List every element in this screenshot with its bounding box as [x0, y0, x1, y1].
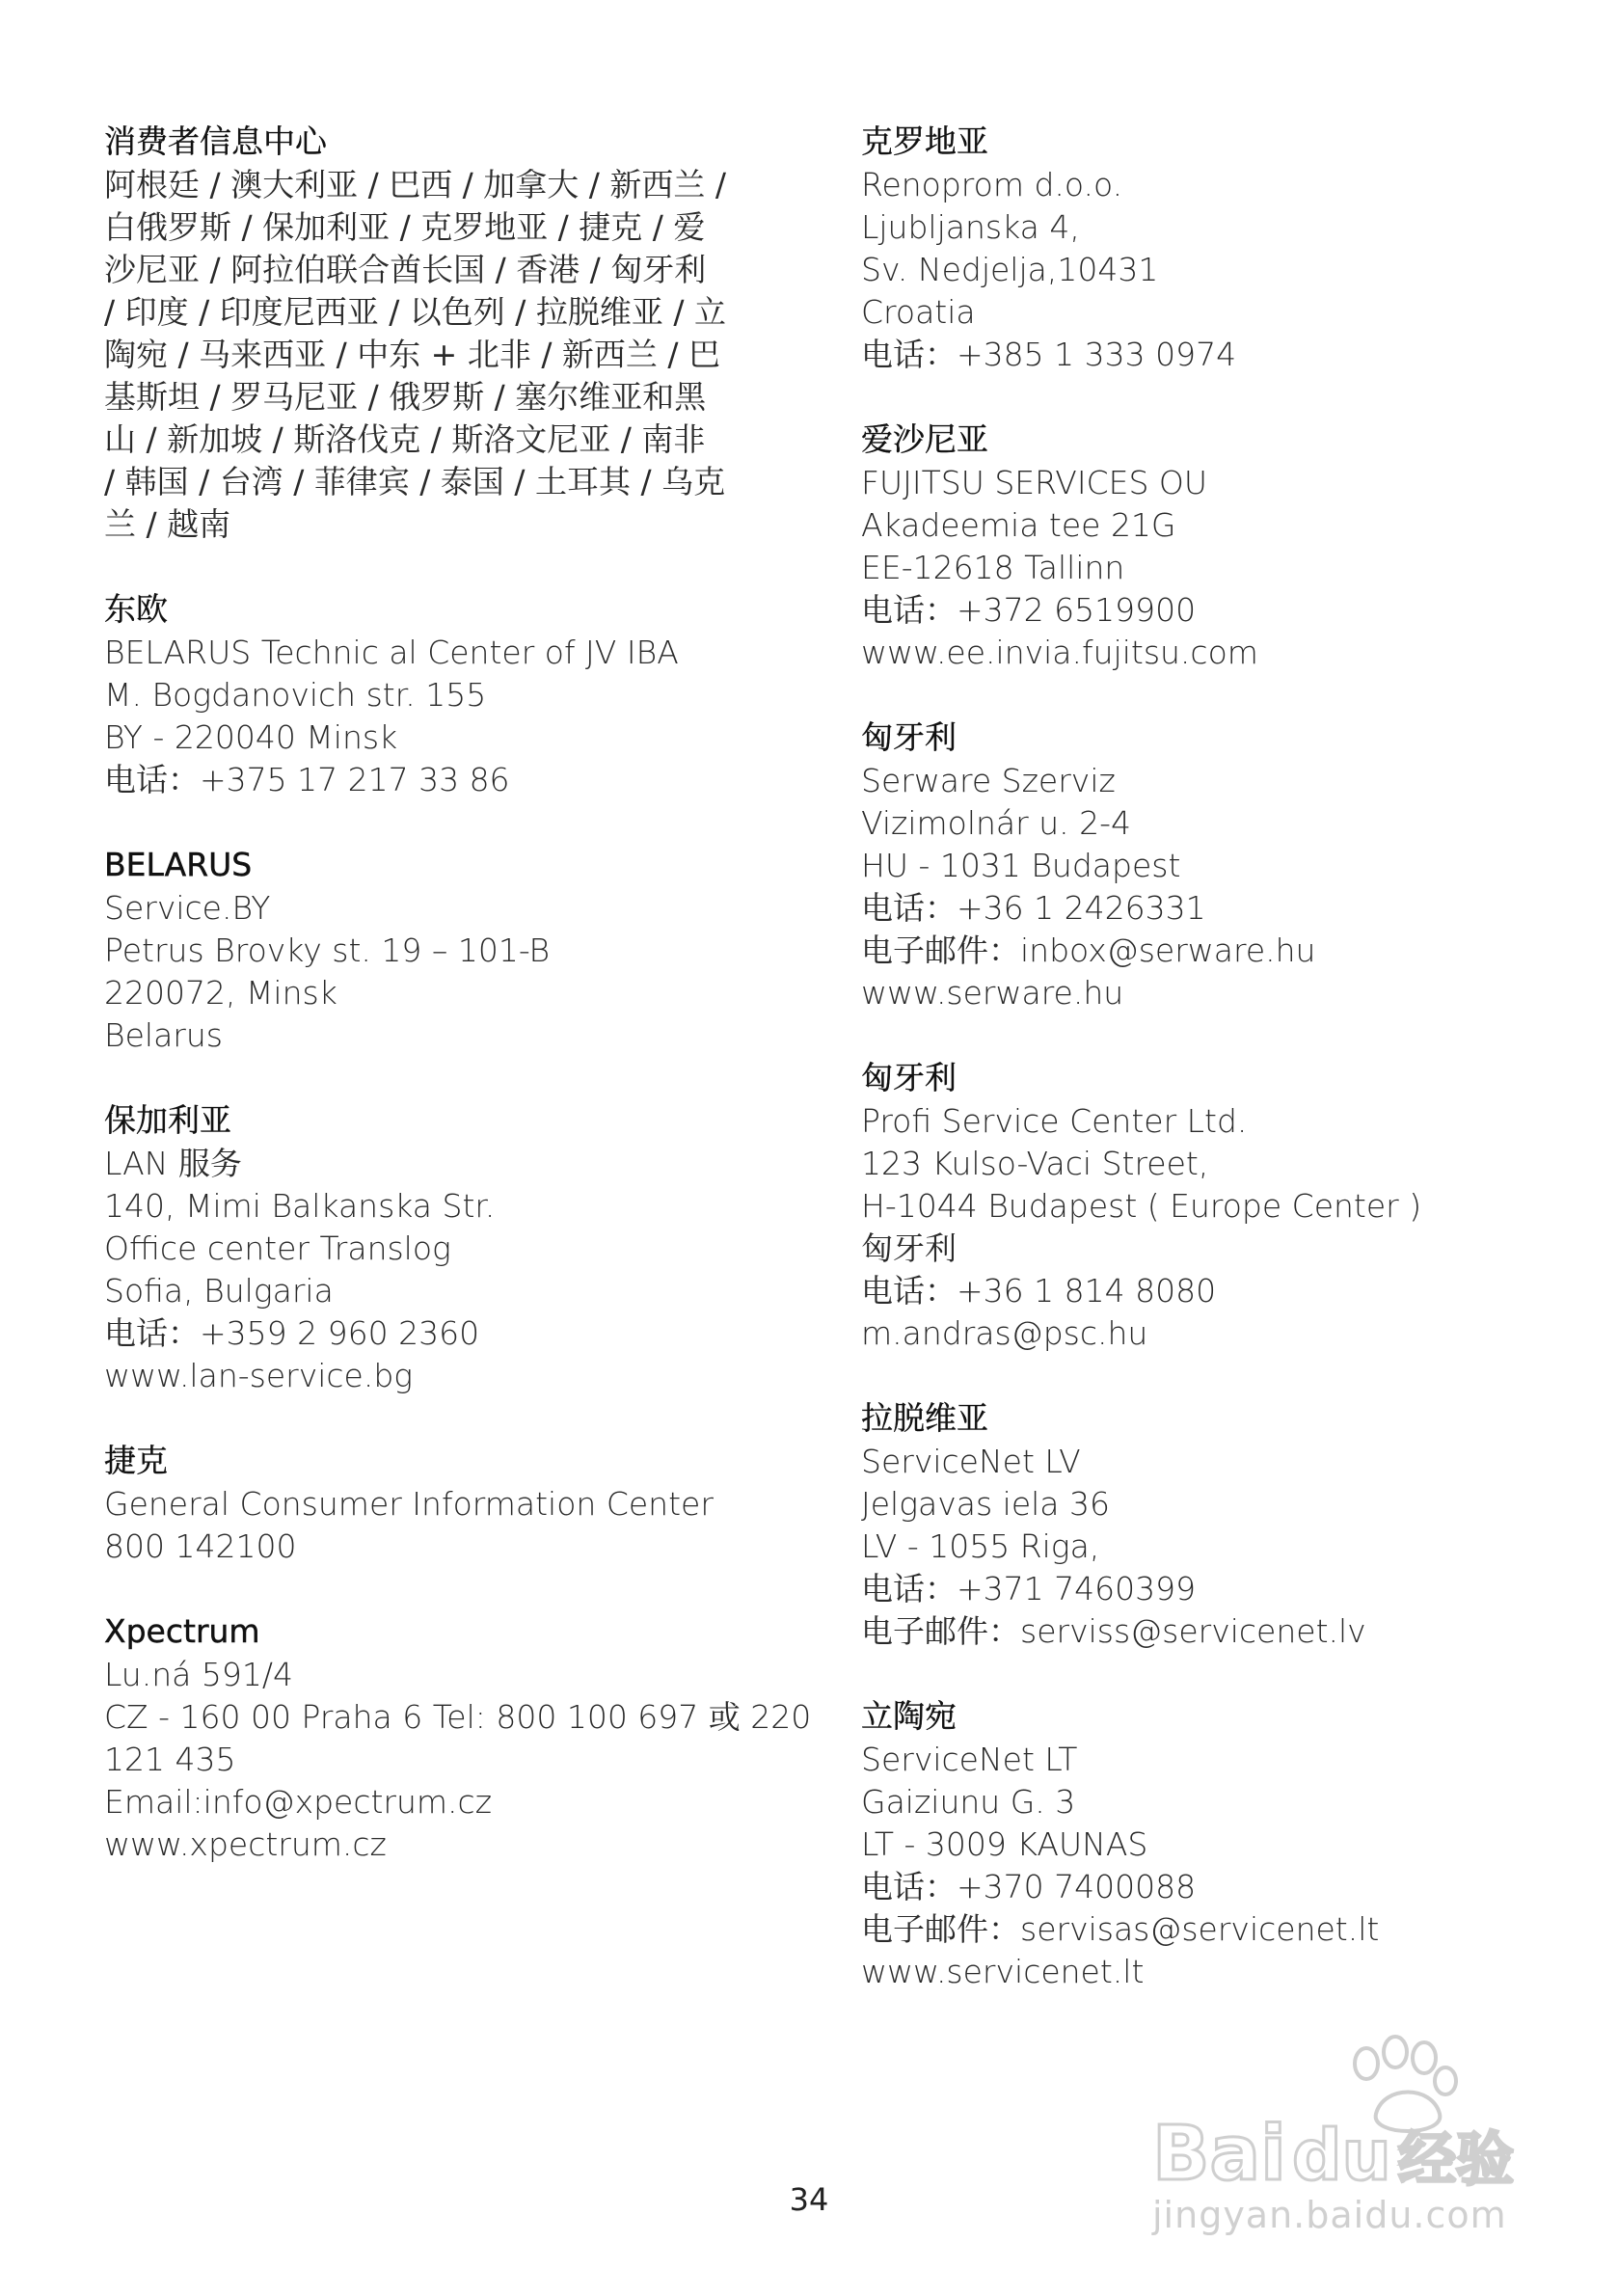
section-heading: 爱沙尼亚 — [861, 420, 988, 458]
section-line: www.xpectrum.cz — [104, 1825, 387, 1863]
section-heading: 克罗地亚 — [861, 122, 988, 160]
section-line: Email:info@xpectrum.cz — [104, 1783, 493, 1821]
section-line: BY - 220040 Minsk — [104, 718, 398, 756]
section-line: / 印度 / 印度尼西亚 / 以色列 / 拉脱维亚 / 立 — [104, 293, 726, 331]
section-line: 电话：+385 1 333 0974 — [861, 336, 1237, 373]
section-line: 陶宛 / 马来西亚 / 中东 + 北非 / 新西兰 / 巴 — [104, 336, 721, 373]
section-line: www.ee.invia.fujitsu.com — [861, 634, 1258, 671]
section-line: M. Bogdanovich str. 155 — [104, 676, 487, 714]
section-line: Office center Translog — [104, 1229, 451, 1267]
section-heading: Xpectrum — [104, 1612, 260, 1650]
section-line: 电话：+359 2 960 2360 — [104, 1314, 480, 1352]
section-line: HU - 1031 Budapest — [861, 847, 1181, 884]
section-croatia — [861, 120, 1536, 376]
section-belarus — [104, 843, 779, 1057]
section-line: H-1044 Budapest ( Europe Center ) — [861, 1187, 1422, 1225]
baidu-paw-icon — [1152, 2025, 1538, 2189]
section-line: 121 435 — [104, 1741, 236, 1778]
section-latvia — [861, 1396, 1536, 1653]
section-bulgaria — [104, 1098, 779, 1397]
section-line: Lu.ná 591/4 — [104, 1656, 293, 1693]
section-line: 白俄罗斯 / 保加利亚 / 克罗地亚 / 捷克 / 爱 — [104, 208, 706, 246]
svg-text:经验: 经验 — [1398, 2126, 1514, 2189]
svg-text:du: du — [1292, 2115, 1391, 2189]
section-heading: 立陶宛 — [861, 1697, 957, 1735]
section-eastern-europe — [104, 587, 779, 801]
section-line: 电话：+375 17 217 33 86 — [104, 761, 510, 798]
section-line: Service.BY — [104, 889, 271, 927]
section-line: Serware Szerviz — [861, 762, 1116, 799]
section-heading: 匈牙利 — [861, 1059, 957, 1096]
section-line: Croatia — [861, 293, 976, 331]
section-line: www.servicenet.lt — [861, 1953, 1145, 1990]
section-heading: 匈牙利 — [861, 718, 957, 756]
section-line: 电话：+36 1 814 8080 — [861, 1272, 1217, 1310]
section-line: 基斯坦 / 罗马尼亚 / 俄罗斯 / 塞尔维亚和黑 — [104, 378, 707, 416]
section-line: 匈牙利 — [861, 1229, 957, 1267]
watermark-url: jingyan.baidu.com — [1152, 2194, 1507, 2236]
section-line: Profi Service Center Ltd. — [861, 1102, 1248, 1140]
section-line: FUJITSU SERVICES OU — [861, 464, 1208, 501]
right-column — [861, 120, 1536, 2035]
section-line: LAN 服务 — [104, 1145, 242, 1182]
section-heading: 捷克 — [104, 1442, 168, 1479]
page-number: 34 — [789, 2181, 829, 2218]
section-line: LT - 3009 KAUNAS — [861, 1825, 1148, 1863]
section-line: m.andras@psc.hu — [861, 1314, 1148, 1352]
section-xpectrum — [104, 1609, 812, 1866]
section-heading: 消费者信息中心 — [104, 122, 327, 160]
left-column — [104, 120, 812, 1907]
section-line: 电话：+371 7460399 — [861, 1570, 1197, 1607]
section-line: www.serware.hu — [861, 974, 1124, 1012]
section-line: Akadeemia tee 21G — [861, 506, 1176, 544]
section-line: LV - 1055 Riga, — [861, 1527, 1100, 1565]
section-czech — [104, 1439, 779, 1568]
section-lithuania — [861, 1694, 1536, 1993]
svg-text:Bai: Bai — [1152, 2111, 1286, 2189]
section-line: BELARUS Technic al Center of JV IBA — [104, 634, 679, 671]
section-line: Jelgavas iela 36 — [861, 1485, 1111, 1523]
section-line: 电话：+372 6519900 — [861, 591, 1197, 629]
section-line: ServiceNet LV — [861, 1443, 1081, 1480]
section-estonia — [861, 418, 1536, 674]
section-line: 电话：+36 1 2426331 — [861, 889, 1206, 927]
section-line: 沙尼亚 / 阿拉伯联合酋长国 / 香港 / 匈牙利 — [104, 251, 707, 288]
section-line: 阿根廷 / 澳大利亚 / 巴西 / 加拿大 / 新西兰 / — [104, 166, 726, 203]
section-heading: BELARUS — [104, 846, 253, 883]
section-line: 电话：+370 7400088 — [861, 1868, 1197, 1905]
section-line: Ljubljanska 4, — [861, 208, 1080, 246]
section-line: CZ - 160 00 Praha 6 Tel: 800 100 697 或 220 — [104, 1698, 812, 1736]
section-line: Petrus Brovky st. 19 – 101-B — [104, 932, 551, 969]
section-line: 电子邮件：inbox@serware.hu — [861, 932, 1316, 969]
section-heading: 拉脱维亚 — [861, 1399, 988, 1437]
section-line: General Consumer Information Center — [104, 1485, 714, 1523]
section-line: www.lan-service.bg — [104, 1357, 414, 1394]
section-line: Belarus — [104, 1016, 223, 1054]
section-line: 电子邮件：servisas@servicenet.lt — [861, 1910, 1380, 1948]
section-hungary-profi — [861, 1056, 1536, 1355]
section-line: 山 / 新加坡 / 斯洛伐克 / 斯洛文尼亚 / 南非 — [104, 420, 706, 458]
section-line: Gaiziunu G. 3 — [861, 1783, 1076, 1821]
section-line: Sv. Nedjelja,10431 — [861, 251, 1159, 288]
section-heading: 保加利亚 — [104, 1101, 231, 1139]
section-line: 电子邮件：serviss@servicenet.lv — [861, 1612, 1366, 1650]
section-line: 123 Kulso-Vaci Street, — [861, 1145, 1209, 1182]
section-consumer-info-center — [104, 120, 779, 546]
section-line: 220072, Minsk — [104, 974, 337, 1012]
section-line: Sofia, Bulgaria — [104, 1272, 334, 1310]
section-line: Vizimolnár u. 2-4 — [861, 804, 1132, 842]
section-line: ServiceNet LT — [861, 1741, 1078, 1778]
section-line: 800 142100 — [104, 1527, 297, 1565]
section-line: / 韩国 / 台湾 / 菲律宾 / 泰国 / 土耳其 / 乌克 — [104, 463, 726, 500]
section-heading: 东欧 — [104, 590, 168, 628]
section-line: 140, Mimi Balkanska Str. — [104, 1187, 496, 1225]
section-line: 兰 / 越南 — [104, 505, 231, 543]
section-line: Renoprom d.o.o. — [861, 166, 1123, 203]
section-line: EE-12618 Tallinn — [861, 549, 1125, 586]
section-hungary-serware — [861, 716, 1536, 1014]
